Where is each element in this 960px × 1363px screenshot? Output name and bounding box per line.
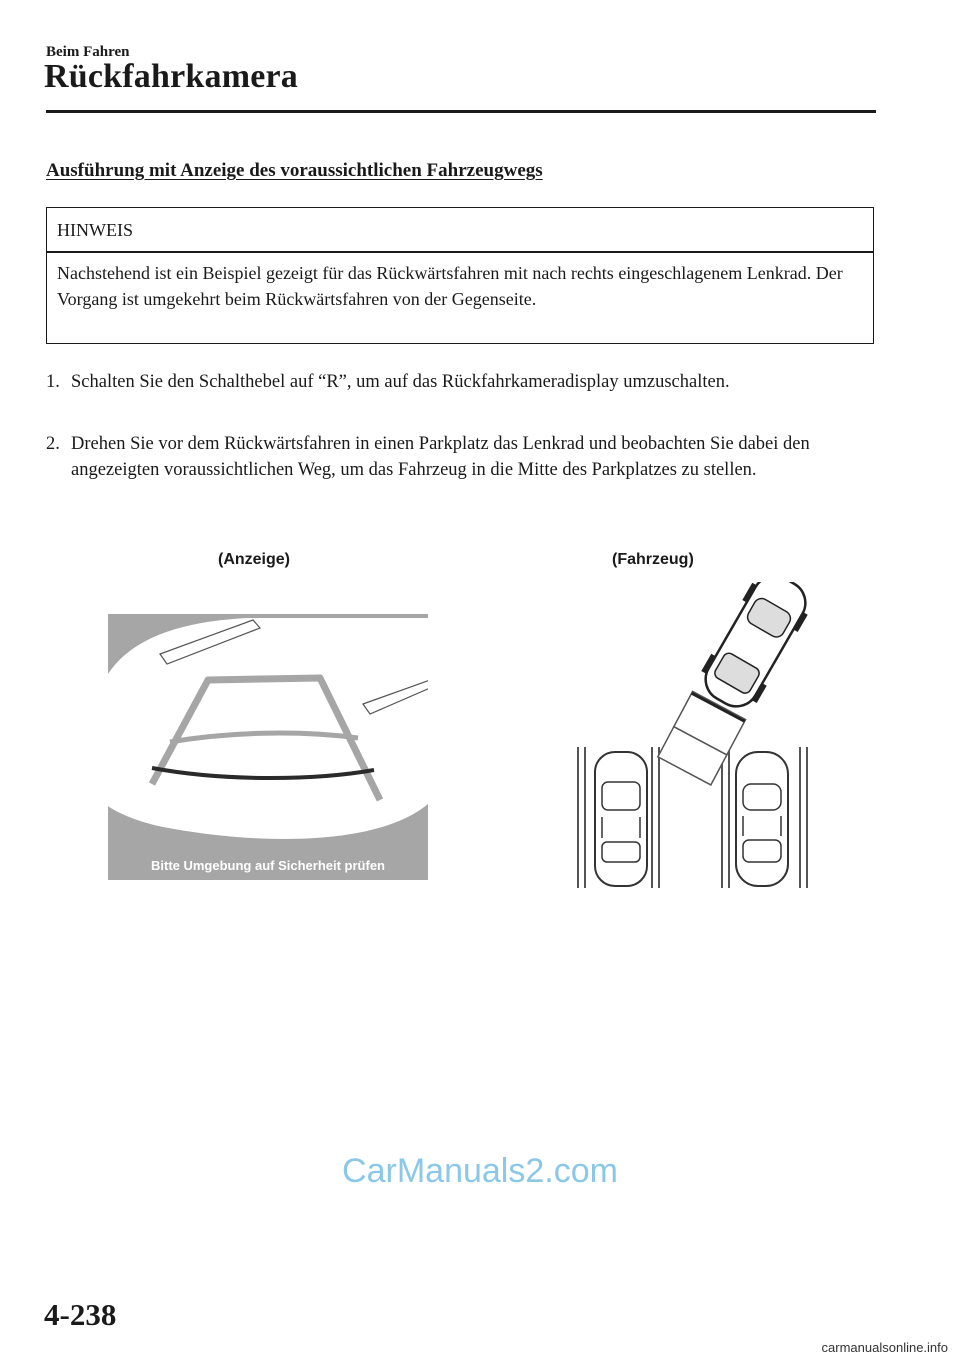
step-text: Schalten Sie den Schalthebel auf “R”, um auf das Rückfahrkameradisplay umzuschalten.: [71, 372, 730, 392]
vehicle-figure-label: (Fahrzeug): [612, 551, 694, 568]
footer-site-text: carmanualsonline.info: [821, 1340, 948, 1355]
reversing-car-icon: [693, 582, 815, 717]
display-figure-label: (Anzeige): [218, 551, 290, 568]
parking-vehicle-illustration: [575, 582, 815, 892]
note-divider: [47, 251, 873, 253]
parked-car-right-icon: [736, 752, 788, 886]
section-label: Beim Fahren: [46, 44, 130, 60]
step-number: 1.: [46, 372, 60, 392]
watermark-text: CarManuals2.com: [342, 1152, 618, 1190]
title-rule: [46, 110, 876, 113]
step-1: [46, 369, 866, 395]
page-title: Rückfahrkamera: [44, 58, 298, 95]
step-text: Drehen Sie vor dem Rückwärtsfahren in einen Parkplatz das Lenkrad und beobachten Sie dabei den angezeigten voraussichtlichen Weg, um das Fahrzeug in die Mitte des Parkplatzes zu stellen.: [71, 434, 810, 480]
note-title: HINWEIS: [57, 220, 133, 240]
step-number: 2.: [46, 434, 60, 454]
page-number: 4-238: [44, 1297, 117, 1332]
subheading: Ausführung mit Anzeige des voraussichtlichen Fahrzeugwegs: [46, 160, 543, 181]
display-warning-text: Bitte Umgebung auf Sicherheit prüfen: [150, 858, 386, 873]
step-2: [46, 431, 866, 483]
parked-car-left-icon: [595, 752, 647, 886]
note-box: [46, 207, 874, 344]
note-body: Nachstehend ist ein Beispiel gezeigt für das Rückwärtsfahren mit nach rechts eingeschlagenem Lenkrad. Der Vorgang ist umgekehrt beim Rückwärtsfahren von der Gegenseite.: [57, 263, 843, 309]
camera-display-illustration: [108, 614, 428, 880]
